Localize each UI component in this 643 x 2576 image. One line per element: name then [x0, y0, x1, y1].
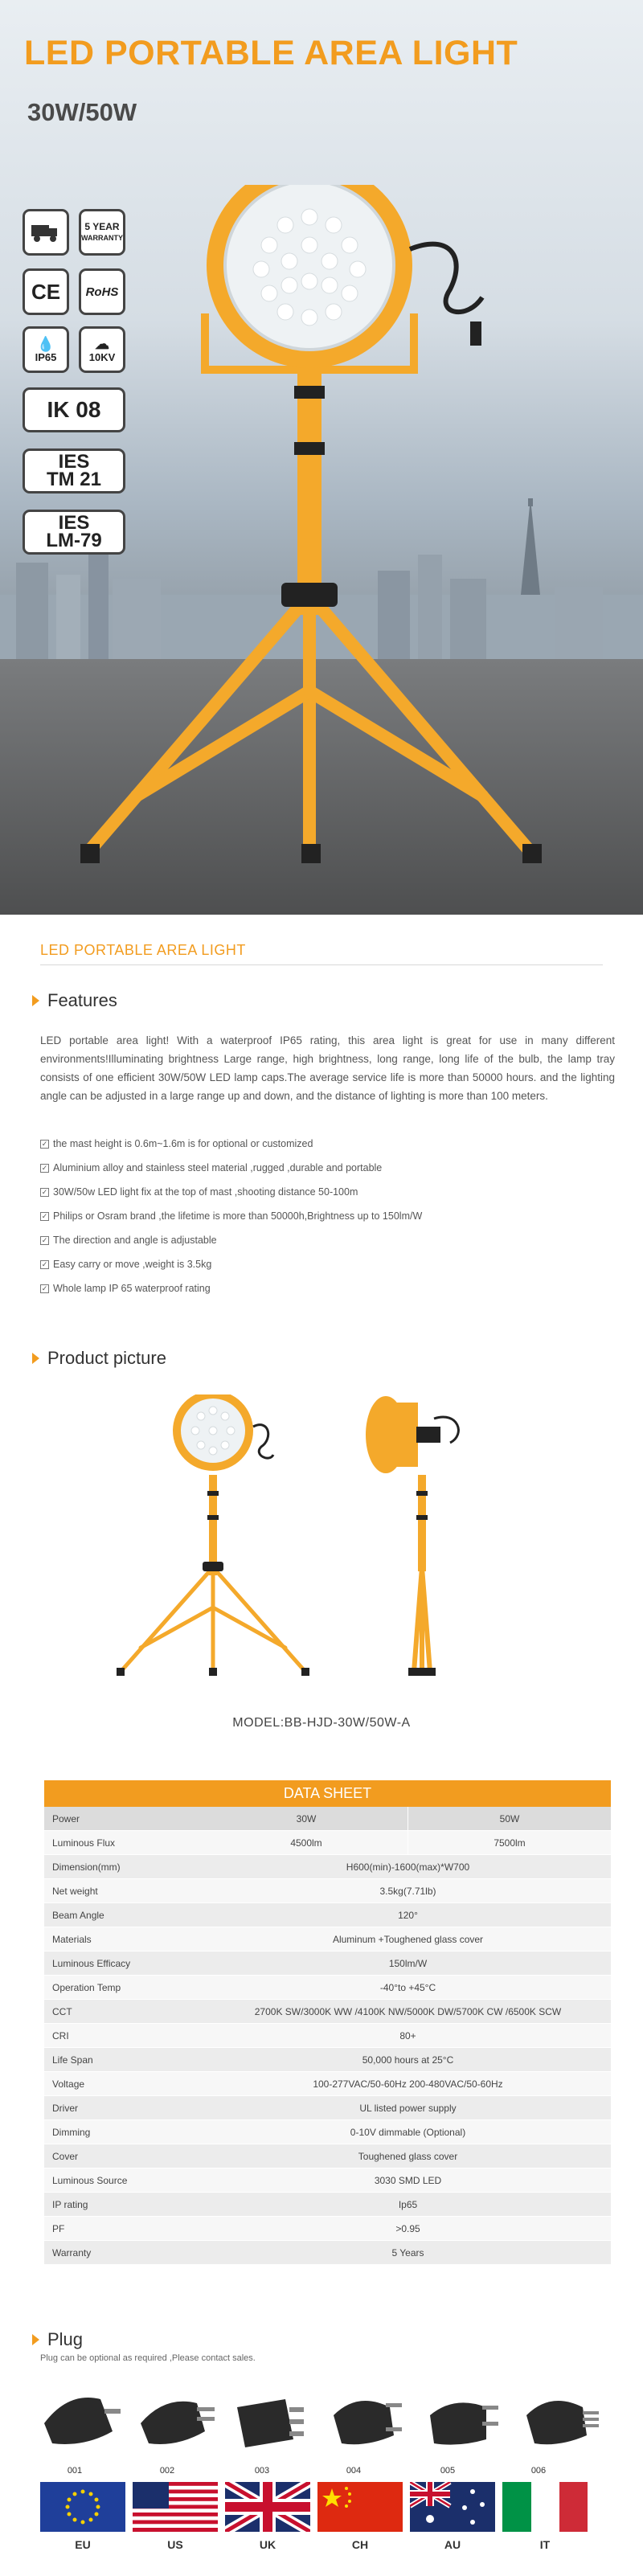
- warranty-line1: 5 YEAR: [84, 221, 120, 232]
- uk-flag-icon: [225, 2482, 310, 2532]
- row-label: Luminous Flux: [52, 1837, 116, 1849]
- row-label: Dimming: [52, 2126, 91, 2138]
- row-value: 3030 SMD LED: [374, 2174, 442, 2186]
- row-value: 5 Years: [391, 2246, 424, 2259]
- row-label: Beam Angle: [52, 1909, 104, 1921]
- row-label: Materials: [52, 1933, 92, 1945]
- plug-heading: [32, 2329, 83, 2350]
- list-item: [40, 1156, 615, 1180]
- row-label: Driver: [52, 2102, 78, 2114]
- list-item: [40, 1228, 615, 1252]
- plug-number: 001: [67, 2466, 83, 2476]
- row-value: Ip65: [398, 2198, 418, 2210]
- row-label: CRI: [52, 2029, 69, 2042]
- country-label: AU: [444, 2538, 461, 2551]
- table-row: [44, 2096, 611, 2120]
- ies-label: IES: [58, 451, 90, 473]
- checkbox-icon: ✓: [41, 1211, 48, 1220]
- ip65-label: IP65: [35, 350, 57, 363]
- plug-note: Plug can be optional as required ,Please contact sales.: [40, 2353, 256, 2363]
- plug-heading-text: Plug: [47, 2329, 84, 2349]
- feature-text: Aluminium alloy and stainless steel material ,rugged ,durable and portable: [53, 1162, 383, 1173]
- row-value: 100-277VAC/50-60Hz 200-480VAC/50-60Hz: [313, 2078, 503, 2090]
- checkbox-icon: ✓: [41, 1163, 48, 1172]
- us-flag-icon: [133, 2482, 218, 2532]
- ies-label-2: IES: [58, 512, 90, 534]
- product-heading: [32, 1348, 166, 1369]
- ip65-badge: [23, 326, 69, 373]
- features-heading-text: Features: [47, 990, 117, 1010]
- lightning-cloud-icon: ☁: [95, 335, 109, 352]
- row-label: Luminous Source: [52, 2174, 128, 2186]
- table-row: [44, 2024, 611, 2048]
- lm79-label: LM-79: [46, 530, 102, 551]
- feature-text: Philips or Osram brand ,the lifetime is more than 50000h,Brightness up to 150lm/W: [53, 1210, 423, 1222]
- china-flag-icon: [317, 2482, 403, 2532]
- plug-number: 005: [440, 2466, 456, 2476]
- warranty-line2: WARRANTY: [81, 234, 123, 242]
- row-label: Operation Temp: [52, 1981, 121, 1993]
- plug-number: 006: [530, 2466, 547, 2476]
- features-list: [40, 1132, 615, 1300]
- row-value: 2700K SW/3000K WW /4100K NW/5000K DW/5700K CW /6500K SCW: [254, 2005, 562, 2017]
- table-row: [44, 1879, 611, 1903]
- triangle-bullet-icon: [32, 2334, 39, 2345]
- feature-text: Whole lamp IP 65 waterproof rating: [53, 1283, 211, 1294]
- country-label: US: [167, 2538, 183, 2551]
- table-row: [44, 1807, 611, 1831]
- table-row: [44, 2241, 611, 2265]
- plug-number: 004: [346, 2466, 362, 2476]
- table-row: [44, 1855, 611, 1879]
- triangle-bullet-icon: [32, 1353, 39, 1364]
- table-row: [44, 1831, 611, 1855]
- row-value: 50,000 hours at 25°C: [362, 2054, 454, 2066]
- hero-subtitle: 30W/50W: [27, 98, 137, 126]
- truck-icon: [30, 220, 62, 244]
- hero-banner: [0, 0, 643, 915]
- row-label: Net weight: [52, 1885, 98, 1897]
- table-row: [44, 2144, 611, 2169]
- features-intro: LED portable area light! With a waterproof IP65 rating, this area light is great for use in many different environments!Illuminating brightness Large range, high brightness, long range, long life of the bulb, the lamp tray consists of one efficient 30W/50W LED lamp caps.The average service life is more than 50000 hours. and the lighting angle can be adjusted in a large range up and down, and the distance of lighting is more than 100 meters.: [40, 1034, 615, 1102]
- section-divider: [40, 964, 603, 965]
- row-value: UL listed power supply: [359, 2102, 457, 2114]
- table-row: [44, 1903, 611, 1927]
- checkbox-icon: ✓: [41, 1187, 48, 1196]
- hero-title: LED PORTABLE AREA LIGHT: [24, 34, 518, 72]
- row-value: Aluminum +Toughened glass cover: [332, 1933, 484, 1945]
- feature-text: 30W/50w LED light fix at the top of mast ,shooting distance 50-100m: [53, 1186, 358, 1198]
- row-value: 150lm/W: [388, 1957, 428, 1969]
- list-item: [40, 1276, 615, 1300]
- country-label: IT: [539, 2538, 551, 2551]
- model-number: MODEL:BB-HJD-30W/50W-A: [232, 1716, 411, 1730]
- product-front-image: [104, 1394, 322, 1688]
- row-value-a: 30W: [296, 1812, 317, 1824]
- rohs-badge: RoHS: [79, 268, 125, 315]
- row-label: Voltage: [52, 2078, 85, 2090]
- row-label: Dimension(mm): [52, 1861, 121, 1873]
- row-label: Power: [52, 1812, 80, 1824]
- list-item: [40, 1180, 615, 1204]
- checkbox-icon: ✓: [41, 1284, 48, 1292]
- list-item: [40, 1252, 615, 1276]
- checkbox-icon: ✓: [41, 1139, 48, 1148]
- italy-flag-icon: [502, 2482, 588, 2532]
- row-value: 3.5kg(7.71lb): [379, 1885, 436, 1897]
- section-title: LED PORTABLE AREA LIGHT: [40, 942, 246, 958]
- tm21-label: TM 21: [46, 469, 101, 490]
- tripod-lamp-image: [64, 185, 595, 892]
- table-row: [44, 2072, 611, 2096]
- row-value: 120°: [398, 1909, 418, 1921]
- data-sheet-title: DATA SHEET: [44, 1780, 611, 1807]
- triangle-bullet-icon: [32, 995, 39, 1006]
- checkbox-icon: ✓: [41, 1259, 48, 1268]
- row-label: CCT: [52, 2005, 72, 2017]
- country-label: UK: [259, 2538, 276, 2551]
- country-label: EU: [75, 2538, 91, 2551]
- ik08-badge: IK 08: [23, 387, 125, 432]
- plug-number: 002: [159, 2466, 175, 2476]
- feature-text: The direction and angle is adjustable: [53, 1235, 217, 1246]
- row-value-a: 4500lm: [290, 1837, 322, 1849]
- row-value: -40°to +45°C: [379, 1981, 436, 1993]
- ce-badge: CE: [23, 268, 69, 315]
- surge-label: 10KV: [88, 350, 116, 363]
- table-row: [44, 2048, 611, 2072]
- ship-icon-badge: [23, 209, 69, 256]
- australia-flag-icon: [410, 2482, 495, 2532]
- row-label: Cover: [52, 2150, 79, 2162]
- row-value-b: 50W: [408, 1807, 611, 1830]
- list-item: [40, 1132, 615, 1156]
- list-item: [40, 1204, 615, 1228]
- country-label: CH: [351, 2538, 369, 2551]
- feature-text: the mast height is 0.6m~1.6m is for optional or customized: [53, 1138, 313, 1149]
- checkbox-icon: ✓: [41, 1235, 48, 1244]
- table-row: [44, 2193, 611, 2217]
- row-value: Toughened glass cover: [358, 2150, 458, 2162]
- droplet-icon: 💧: [36, 335, 55, 352]
- row-value: >0.95: [395, 2222, 420, 2234]
- row-value-b: 7500lm: [408, 1831, 611, 1854]
- row-label: Life Span: [52, 2054, 93, 2066]
- row-label: PF: [52, 2222, 65, 2234]
- data-sheet-table: [44, 1780, 611, 2265]
- row-value: H600(min)-1600(max)*W700: [346, 1861, 470, 1873]
- row-value: 80+: [399, 2029, 416, 2042]
- table-row: [44, 1951, 611, 1976]
- table-row: [44, 1927, 611, 1951]
- row-label: Warranty: [52, 2246, 92, 2259]
- product-side-image: [354, 1394, 490, 1688]
- table-row: [44, 2169, 611, 2193]
- table-row: [44, 2217, 611, 2241]
- row-value: 0-10V dimmable (Optional): [350, 2126, 466, 2138]
- table-row: [44, 2000, 611, 2024]
- eu-flag-icon: [40, 2482, 125, 2532]
- table-row: [44, 1976, 611, 2000]
- feature-text: Easy carry or move ,weight is 3.5kg: [53, 1259, 212, 1270]
- plug-number: 003: [254, 2466, 270, 2476]
- row-label: IP rating: [52, 2198, 88, 2210]
- features-heading: [32, 990, 117, 1011]
- plug-types-image: [36, 2367, 615, 2463]
- table-row: [44, 2120, 611, 2144]
- product-heading-text: Product picture: [47, 1348, 166, 1368]
- row-label: Luminous Efficacy: [52, 1957, 131, 1969]
